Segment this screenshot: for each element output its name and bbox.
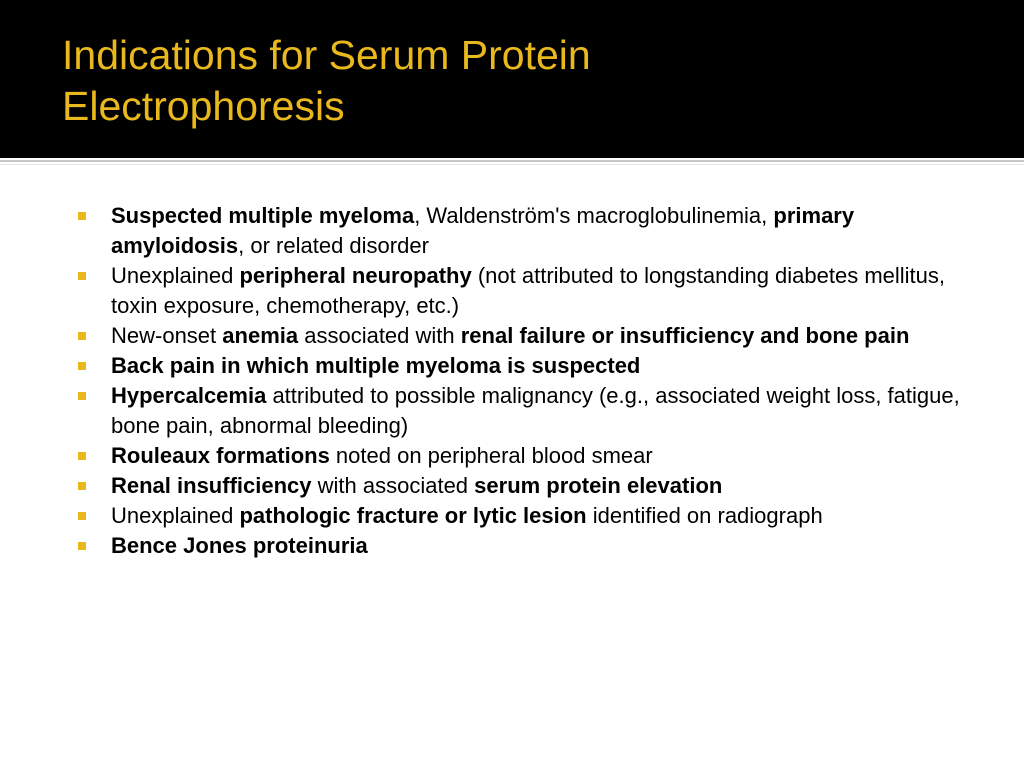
square-bullet-icon [78,212,86,220]
divider-line [0,160,1024,162]
bullet-bold-run: primary amyloidosis [111,203,855,258]
bullet-text [111,263,945,318]
bullet-run: (not attributed to longstanding diabetes mellitus, toxin exposure, chemotherapy, etc.) [111,263,946,318]
title-bar [0,0,1024,158]
square-bullet-icon [78,512,86,520]
slide-title-line-2: Electrophoresis [62,83,345,129]
bullet-text [111,473,722,498]
bullet-text [111,443,653,468]
bullet-text [111,203,854,258]
square-bullet-icon [78,332,86,340]
square-bullet-icon [78,362,86,370]
bullet-bold-run: peripheral neuropathy [239,263,472,288]
square-bullet-icon [78,272,86,280]
bullet-bold-run: Back pain in which multiple myeloma is suspected [111,353,641,378]
square-bullet-icon [78,482,86,490]
bullet-bold-run: anemia [222,323,299,348]
bullet-item [75,351,975,381]
bullet-run: , Waldenström's macroglobulinemia, [414,203,774,228]
divider-line-thin [0,164,1024,165]
bullet-text [111,383,960,438]
bullet-run: Unexplained [111,263,240,288]
square-bullet-icon [78,542,86,550]
bullet-item [75,531,975,561]
slide-title [62,30,962,132]
bullet-bold-run: Rouleaux formations [111,443,330,468]
bullet-run: Unexplained [111,503,240,528]
bullet-run: noted on peripheral blood smear [329,443,653,468]
bullet-text [111,353,640,378]
bullet-bold-run: Suspected multiple myeloma [111,203,415,228]
bullet-list [75,201,975,561]
bullet-item [75,381,975,441]
bullet-text [111,323,909,348]
bullet-item [75,501,975,531]
bullet-run: with associated [311,473,475,498]
bullet-run: associated with [298,323,461,348]
bullet-text [111,503,823,528]
bullet-bold-run: Bence Jones proteinuria [111,533,368,558]
bullet-bold-run: serum protein elevation [474,473,723,498]
bullet-bold-run: renal failure or insufficiency and bone pain [460,323,910,348]
bullet-run: , or related disorder [238,233,429,258]
square-bullet-icon [78,452,86,460]
bullet-bold-run: pathologic fracture or lytic lesion [239,503,587,528]
bullet-bold-run: Renal insufficiency [111,473,312,498]
bullet-item [75,261,975,321]
bullet-run: identified on radiograph [586,503,823,528]
bullet-item [75,441,975,471]
bullet-item [75,471,975,501]
slide-title-line-1: Indications for Serum Protein [62,32,591,78]
bullet-item [75,201,975,261]
bullet-bold-run: Hypercalcemia [111,383,267,408]
square-bullet-icon [78,392,86,400]
bullet-item [75,321,975,351]
bullet-text [111,533,368,558]
bullet-run: attributed to possible malignancy (e.g., associated weight loss, fatigue, bone pain, abnormal bleeding) [111,383,960,438]
bullet-run: New-onset [111,323,223,348]
